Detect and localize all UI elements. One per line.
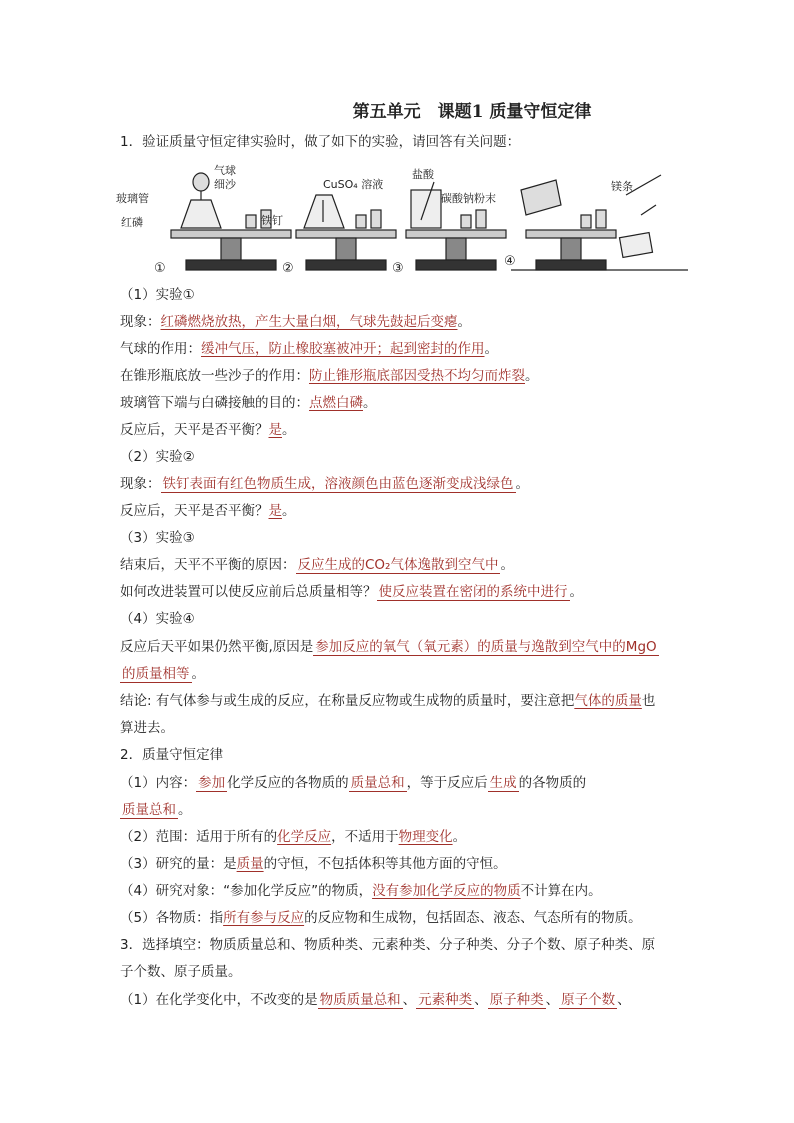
exp3-head: （3）实验③ — [120, 530, 195, 546]
label-sand: 细沙 — [214, 178, 236, 191]
exp4-head: （4）实验④ — [120, 611, 195, 627]
exp4-line1: 反应后天平如果仍然平衡,原因是 参加反应的氧气（氧元素）的质量与逸散到空气中的MgO — [120, 639, 657, 655]
label-na2co3: 碳酸钠粉末 — [441, 192, 496, 205]
exp3-line2: 如何改进装置可以使反应前后总质量相等？ 使反应装置在密闭的系统中进行 。 — [120, 584, 583, 600]
label-n3: ③ — [392, 261, 404, 276]
q2-c1-line1: （1）内容： 参加 化学反应的各物质的 质量总和 ，等于反应后 生成 的各物质的 — [120, 775, 587, 791]
q3-stem2: 子个数、原子质量。 — [120, 964, 242, 980]
q2-c5: （5）各物质：指所有参与反应的反应物和生成物，包括固态、液态、气态所有的物质。 — [120, 910, 642, 926]
label-hcl: 盐酸 — [412, 168, 434, 181]
exp1-line5: 反应后，天平是否平衡？是。 — [120, 422, 296, 438]
exp3-line1: 结束后，天平不平衡的原因： 反应生成的CO₂气体逸散到空气中 。 — [120, 557, 514, 573]
label-red-p: 红磷 — [121, 216, 143, 229]
conclusion-line1: 结论: 有气体参与或生成的反应，在称量反应物或生成物的质量时，要注意把气体的质量也 — [120, 693, 656, 709]
exp1-line3: 在锥形瓶底放一些沙子的作用：防止锥形瓶底部因受热不均匀而炸裂。 — [120, 368, 539, 384]
q2-c4: （4）研究对象：“参加化学反应”的物质，没有参加化学反应的物质不计算在内。 — [120, 883, 602, 899]
exp1-line4: 玻璃管下端与白磷接触的目的：点燃白磷。 — [120, 395, 377, 411]
balance-2 — [296, 195, 396, 270]
exp2-line1: 现象： 铁钉表面有红色物质生成，溶液颜色由蓝色逐渐变成浅绿色 。 — [120, 476, 529, 492]
label-cuso4: CuSO₄ 溶液 — [323, 178, 384, 191]
exp2-head: （2）实验② — [120, 449, 195, 465]
label-n2: ② — [282, 261, 294, 276]
experiment-illustration — [116, 160, 688, 280]
experiment-figure — [116, 160, 688, 280]
q1-stem: 1．验证质量守恒定律实验时，做了如下的实验，请回答有关问题： — [120, 134, 521, 150]
label-n4: ④ — [504, 254, 516, 269]
q3-c1: （1）在化学变化中，不改变的是 物质质量总和 、 元素种类 、 原子种类 、 原子个数 、 — [120, 992, 631, 1008]
q2-c1-line2: 质量总和 。 — [122, 802, 192, 818]
exp1-head: （1）实验① — [120, 287, 195, 303]
q2-c2: （2）范围：适用于所有的化学反应，不适用于物理变化。 — [120, 829, 467, 845]
exp2-line2: 反应后，天平是否平衡？是。 — [120, 503, 296, 519]
exp4-line2: 的质量相等 。 — [122, 666, 205, 682]
label-nail: 铁钉 — [261, 214, 283, 227]
q2-c3: （3）研究的量：是质量的守恒，不包括体积等其他方面的守恒。 — [120, 856, 507, 872]
balance-4a — [521, 180, 616, 270]
label-mg: 镁条 — [611, 180, 633, 193]
page-title: 第五单元 课题1 质量守恒定律 — [352, 102, 592, 122]
q3-stem: 3．选择填空：物质质量总和、物质种类、元素种类、分子种类、分子个数、原子种类、原 — [120, 937, 656, 953]
q2-stem: 2．质量守恒定律 — [120, 747, 224, 763]
balance-4b — [636, 182, 681, 215]
conclusion-line2: 算进去。 — [120, 720, 174, 736]
exp1-line1: 现象：红磷燃烧放热，产生大量白烟，气球先鼓起后变瘪。 — [120, 314, 471, 330]
exp1-line2: 气球的作用：缓冲气压，防止橡胶塞被冲开；起到密封的作用。 — [120, 341, 498, 357]
label-balloon: 气球 — [214, 164, 236, 177]
label-glass-tube: 玻璃管 — [116, 192, 149, 205]
label-n1: ① — [154, 261, 166, 276]
